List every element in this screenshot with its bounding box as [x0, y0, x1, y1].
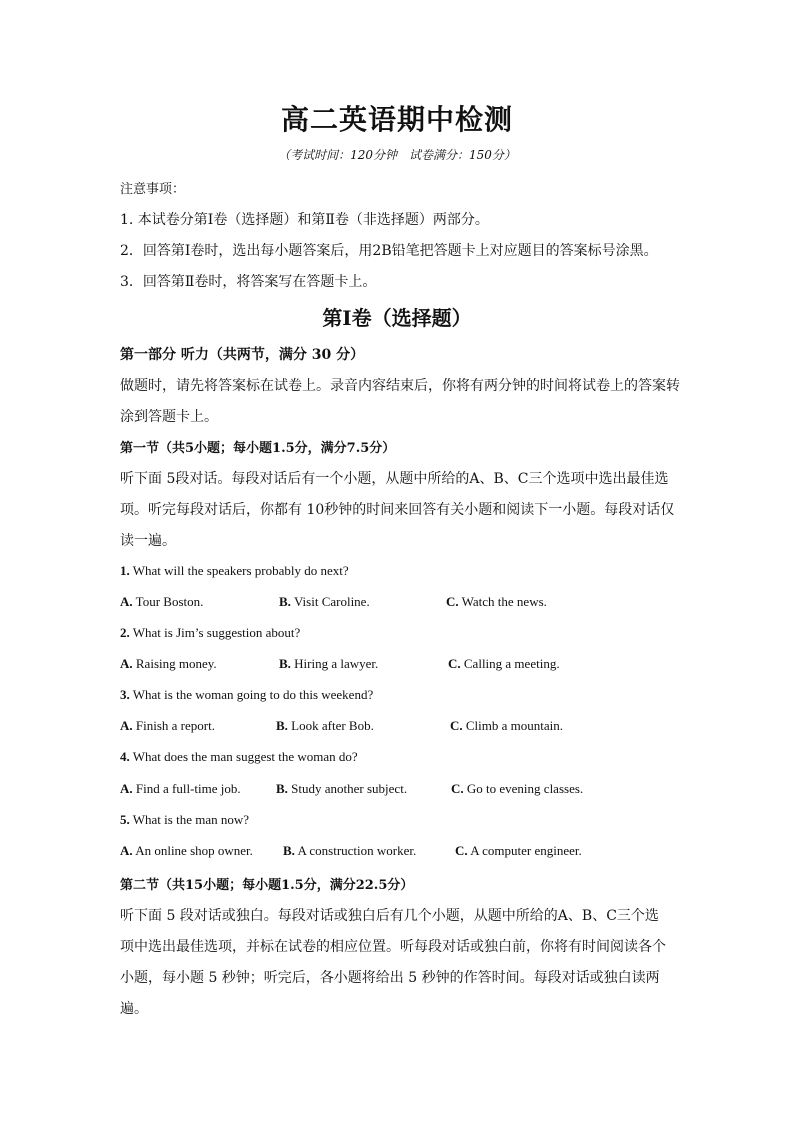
option-label: B.	[276, 781, 288, 796]
question-text: What is the woman going to do this weekend?	[132, 687, 374, 702]
part1-heading: 第一部分 听力（共两节，满分 30 分）	[120, 347, 365, 363]
option-label: B.	[276, 718, 288, 733]
option-text: Calling a meeting.	[463, 656, 560, 671]
part1-instruction-line: 涂到答题卡上。	[120, 409, 218, 425]
option-b	[279, 594, 370, 610]
notice-item-2: 2．回答第Ⅰ卷时，选出每小题答案后，用2B铅笔把答题卡上对应题目的答案标号涂黑。	[120, 243, 658, 259]
option-label: A.	[120, 594, 133, 609]
section1-heading: 第一节（共5小题；每小题1.5分，满分7.5分）	[120, 441, 396, 456]
option-c	[448, 656, 560, 672]
section2-instruction-line: 小题，每小题 5 秒钟；听完后，各小题将给出 5 秒钟的作答时间。每段对话或独白读两	[120, 970, 660, 986]
option-text: Hiring a lawyer.	[294, 656, 379, 671]
option-c	[450, 718, 563, 734]
question-1	[120, 563, 349, 579]
option-label: C.	[448, 656, 461, 671]
part1-instruction-line: 做题时，请先将答案标在试卷上。录音内容结束后，你将有两分钟的时间将试卷上的答案转	[120, 378, 680, 394]
question-2	[120, 625, 300, 641]
question-number: 4.	[120, 749, 130, 764]
option-label: C.	[446, 594, 459, 609]
option-text: Watch the news.	[461, 594, 547, 609]
question-text: What does the man suggest the woman do?	[132, 749, 358, 764]
question-number: 1.	[120, 563, 130, 578]
section2-instruction-line: 遍。	[120, 1001, 148, 1017]
option-label: C.	[455, 843, 468, 858]
option-text: Look after Bob.	[291, 718, 374, 733]
option-text: Visit Caroline.	[293, 594, 370, 609]
exam-info: （考试时间：120分钟 试卷满分：150分）	[278, 148, 516, 162]
option-text: Go to evening classes.	[466, 781, 584, 796]
question-text: What is the man now?	[132, 812, 250, 827]
option-text: Raising money.	[135, 656, 217, 671]
section2-heading: 第二节（共15小题；每小题1.5分，满分22.5分）	[120, 878, 414, 893]
option-label: B.	[283, 843, 295, 858]
notice-item-3: 3．回答第Ⅱ卷时，将答案写在答题卡上。	[120, 274, 377, 290]
question-number: 2.	[120, 625, 130, 640]
question-number: 3.	[120, 687, 130, 702]
section1-instruction-line: 听下面 5段对话。每段对话后有一个小题，从题中所给的A、B、C三个选项中选出最佳选	[120, 471, 669, 487]
option-c	[446, 594, 547, 610]
option-label: C.	[450, 718, 463, 733]
option-text: Finish a report.	[135, 718, 215, 733]
option-a	[120, 656, 217, 672]
option-a	[120, 594, 203, 610]
section1-instruction-line: 读一遍。	[120, 533, 176, 549]
question-4	[120, 749, 358, 765]
option-text: Study another subject.	[291, 781, 408, 796]
option-label: C.	[451, 781, 464, 796]
option-label: A.	[120, 718, 133, 733]
option-b	[279, 656, 378, 672]
option-label: B.	[279, 594, 291, 609]
question-text: What will the speakers probably do next?	[132, 563, 349, 578]
option-a	[120, 843, 253, 859]
option-label: A.	[120, 781, 133, 796]
question-number: 5.	[120, 812, 130, 827]
notice-item-1: 1. 本试卷分第Ⅰ卷（选择题）和第Ⅱ卷（非选择题）两部分。	[120, 212, 489, 228]
question-3	[120, 687, 373, 703]
option-text: Climb a mountain.	[465, 718, 564, 733]
notice-heading: 注意事项：	[120, 182, 186, 197]
question-text: What is Jim’s suggestion about?	[132, 625, 301, 640]
section-title: 第Ⅰ卷（选择题）	[322, 306, 472, 330]
option-b	[283, 843, 416, 859]
option-label: A.	[120, 843, 133, 858]
option-text: Find a full-time job.	[135, 781, 241, 796]
section1-instruction-line: 项。听完每段对话后，你都有 10秒钟的时间来回答有关小题和阅读下一小题。每段对话仅	[120, 502, 675, 518]
section2-instruction-line: 听下面 5 段对话或独白。每段对话或独白后有几个小题，从题中所给的A、B、C三个选	[120, 908, 659, 924]
option-c	[455, 843, 582, 859]
option-text: Tour Boston.	[135, 594, 204, 609]
option-text: A construction worker.	[297, 843, 417, 858]
option-a	[120, 718, 215, 734]
question-5	[120, 812, 249, 828]
option-a	[120, 781, 241, 797]
page-title: 高二英语期中检测	[280, 103, 513, 136]
option-text: An online shop owner.	[135, 843, 253, 858]
option-b	[276, 781, 407, 797]
option-text: A computer engineer.	[470, 843, 582, 858]
option-c	[451, 781, 583, 797]
option-b	[276, 718, 374, 734]
option-label: B.	[279, 656, 291, 671]
section2-instruction-line: 项中选出最佳选项，并标在试卷的相应位置。听每段对话或独白前，你将有时间阅读各个	[120, 939, 666, 955]
option-label: A.	[120, 656, 133, 671]
